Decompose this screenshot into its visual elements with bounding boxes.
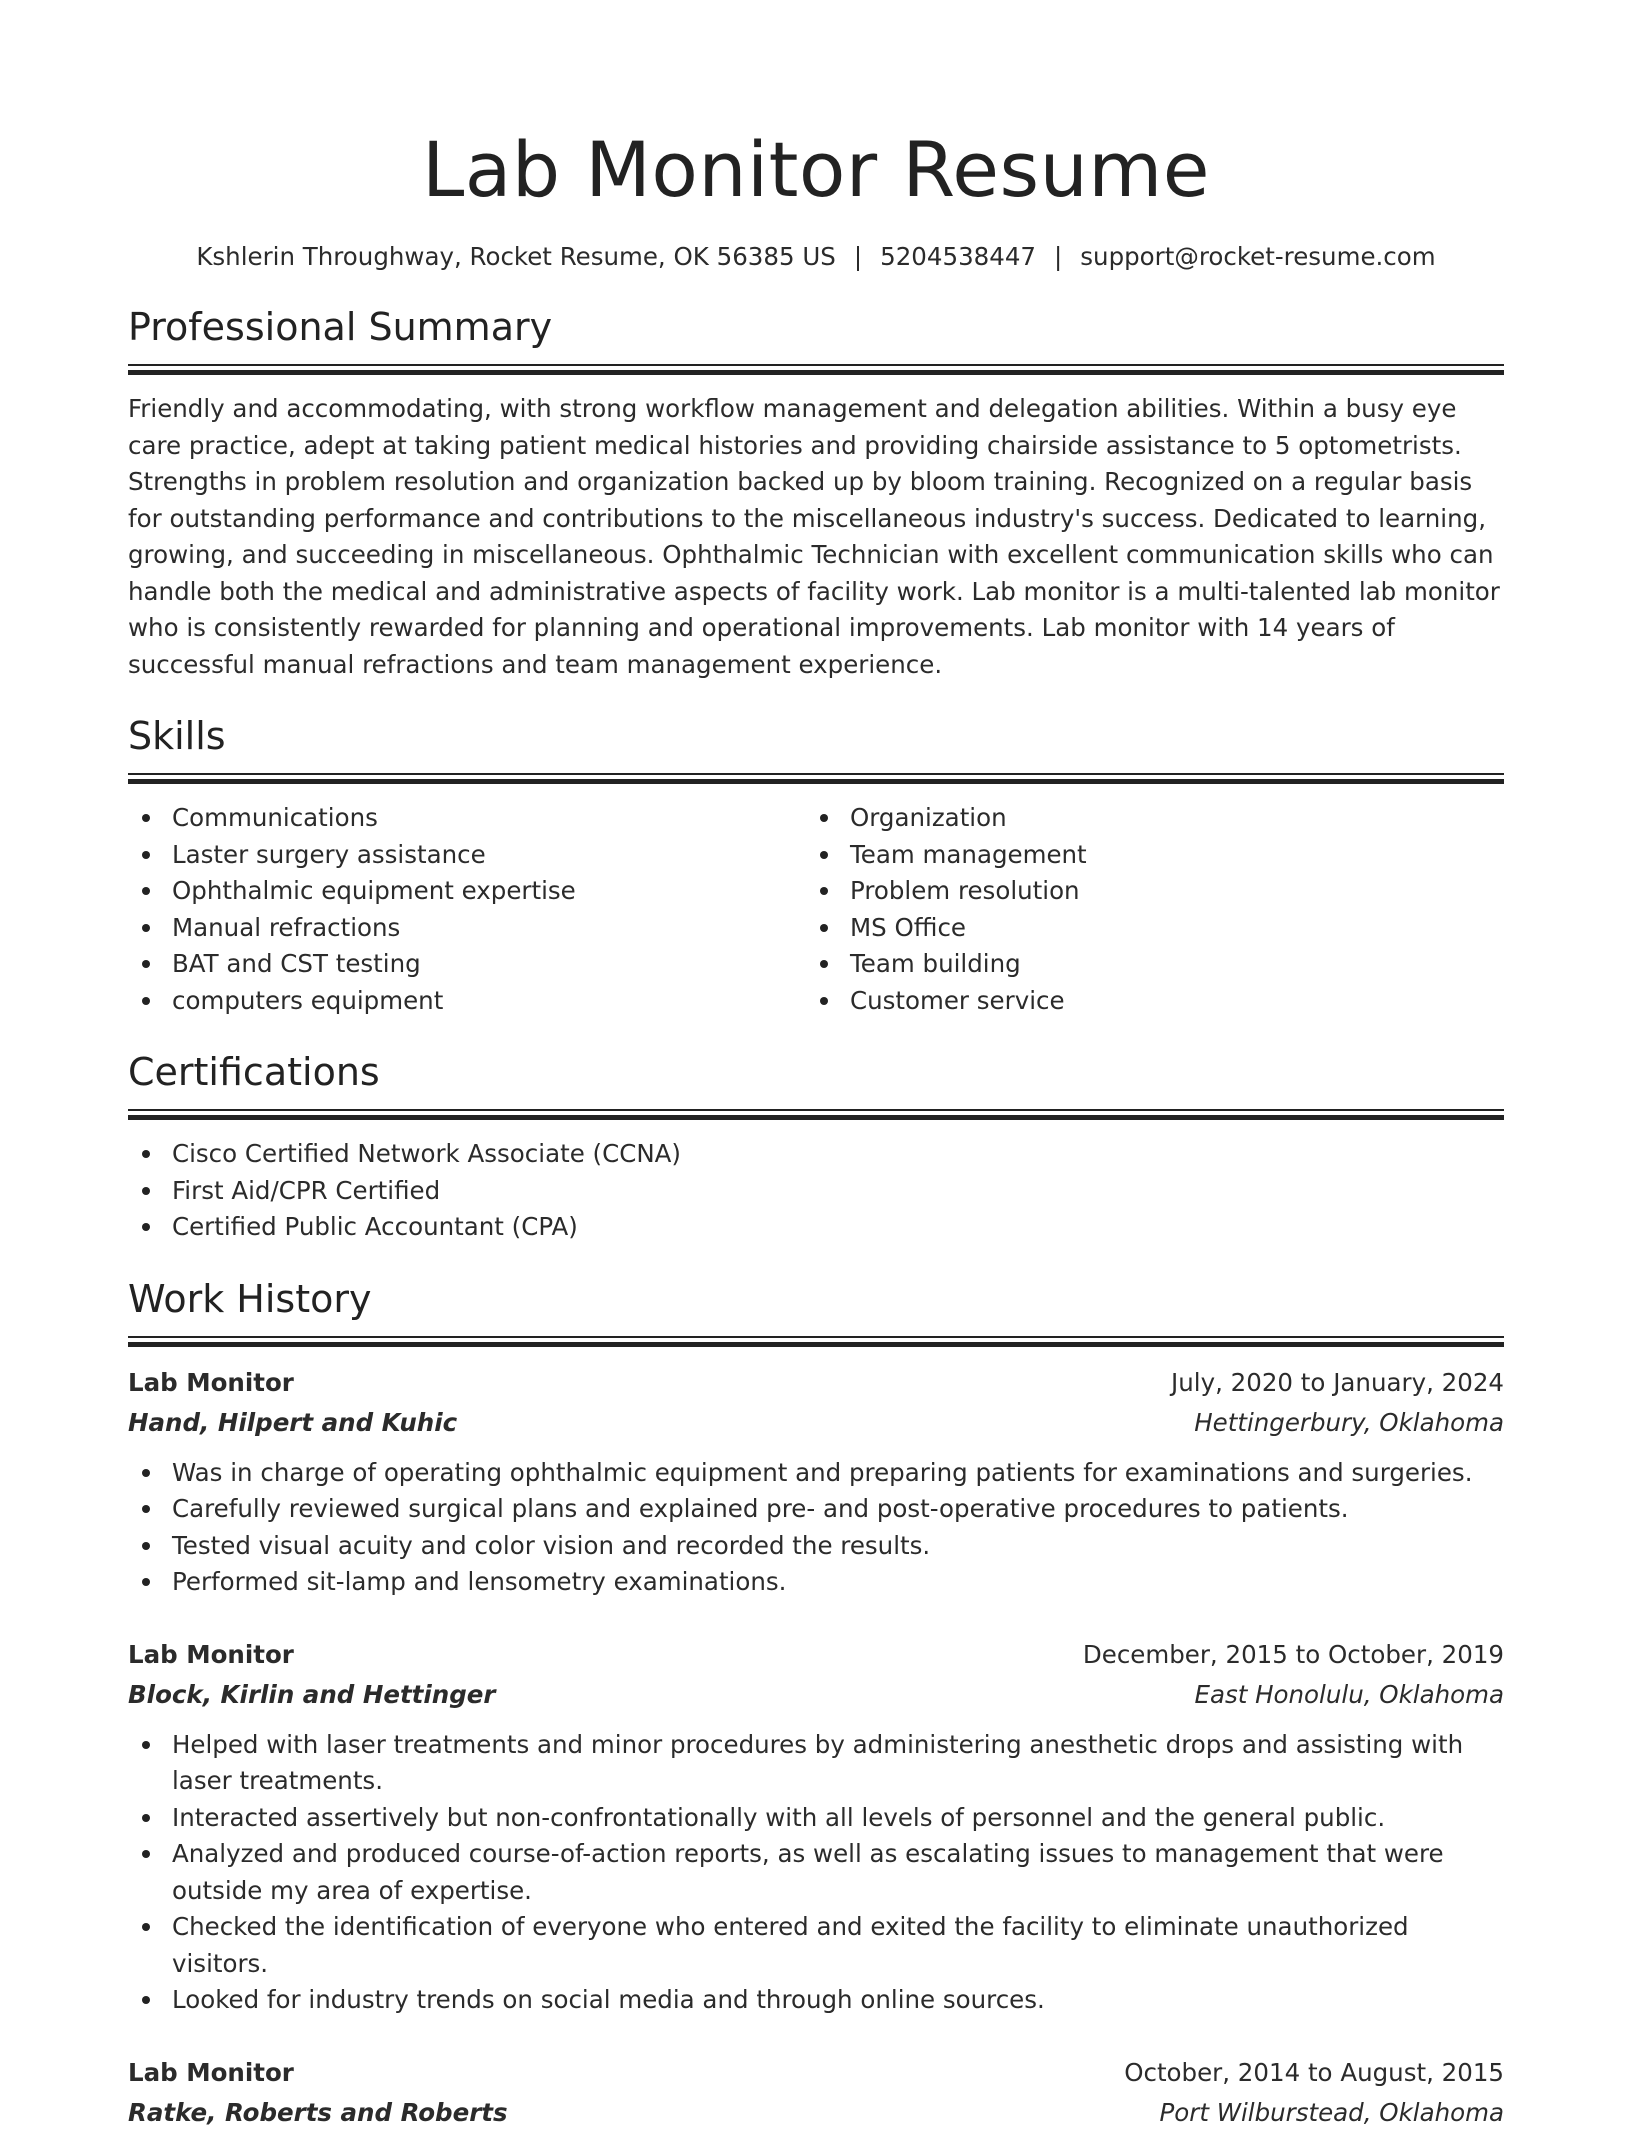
skill-item: Team management (806, 837, 1484, 874)
job-location: East Honolulu, Oklahoma (1194, 1679, 1504, 1709)
job-entry (128, 1635, 1504, 2019)
certifications-section (128, 1047, 1504, 1246)
job-bullet: Was in charge of operating ophthalmic equipment and preparing patients for examinations and surgeries. (128, 1455, 1504, 1492)
job-bullets (128, 1727, 1504, 2019)
section-heading: Professional Summary (128, 305, 553, 349)
skill-item: BAT and CST testing (128, 946, 806, 983)
resume-page (128, 0, 1504, 2133)
job-bullet: Checked the identification of everyone who entered and exited the facility to eliminate unauthorized visitors. (128, 1909, 1504, 1982)
contact-separator: | (1054, 242, 1063, 271)
contact-address: Kshlerin Throughway, Rocket Resume, OK 56385 US (196, 242, 836, 271)
skills-columns (128, 800, 1504, 1019)
job-bullet: Performed sit-lamp and lensometry examinations. (128, 1564, 1504, 1601)
certification-item: Certified Public Accountant (CPA) (128, 1209, 1504, 1246)
skill-item: Laster surgery assistance (128, 837, 806, 874)
job-bullet: Interacted assertively but non-confrontationally with all levels of personnel and the general public. (128, 1800, 1504, 1837)
skill-item: computers equipment (128, 983, 806, 1020)
skill-item: MS Office (806, 910, 1484, 947)
job-bullet: Analyzed and produced course-of-action reports, as well as escalating issues to management that were outside my area of expertise. (128, 1836, 1504, 1909)
skill-item: Customer service (806, 983, 1484, 1020)
skill-item: Team building (806, 946, 1484, 983)
job-entry (128, 2053, 1504, 2133)
job-location: Port Wilburstead, Oklahoma (1159, 2097, 1504, 2127)
job-title: Lab Monitor (128, 1639, 294, 1669)
skill-item: Problem resolution (806, 873, 1484, 910)
job-company: Hand, Hilpert and Kuhic (128, 1407, 458, 1437)
job-location: Hettingerbury, Oklahoma (1194, 1407, 1504, 1437)
resume-title: Lab Monitor Resume (421, 125, 1211, 214)
certification-item: First Aid/CPR Certified (128, 1173, 1504, 1210)
job-dates: July, 2020 to January, 2024 (1171, 1367, 1504, 1397)
section-divider (128, 1109, 1504, 1120)
contact-line (128, 240, 1504, 274)
section-divider (128, 1336, 1504, 1347)
job-title: Lab Monitor (128, 2057, 294, 2087)
job-company: Ratke, Roberts and Roberts (128, 2097, 508, 2127)
job-bullets (128, 1455, 1504, 1601)
work-history-section (128, 1274, 1504, 2133)
skill-item: Ophthalmic equipment expertise (128, 873, 806, 910)
contact-email: support@rocket-resume.com (1080, 242, 1436, 271)
job-bullet: Looked for industry trends on social media and through online sources. (128, 1982, 1504, 2019)
job-dates: October, 2014 to August, 2015 (1124, 2057, 1504, 2087)
section-heading: Skills (128, 714, 226, 758)
skill-item: Manual refractions (128, 910, 806, 947)
certification-item: Cisco Certified Network Associate (CCNA) (128, 1136, 1504, 1173)
contact-phone: 5204538447 (880, 242, 1037, 271)
job-company: Block, Kirlin and Hettinger (128, 1679, 496, 1709)
contact-separator: | (853, 242, 863, 271)
job-bullet: Tested visual acuity and color vision and recorded the results. (128, 1528, 1504, 1565)
section-divider (128, 364, 1504, 375)
job-entry (128, 1363, 1504, 1601)
job-bullet: Helped with laser treatments and minor procedures by administering anesthetic drops and assisting with laser treatments. (128, 1727, 1504, 1800)
summary-text: Friendly and accommodating, with strong workflow management and delegation abilities. Within a busy eye care practice, adept at taking patient medical histories and providing chairside assistance to 5 optometrists. Strengths in problem resolution and organization backed up by bloom training. Recognized on a regular basis for outstanding performance and contributions to the miscellaneous industry's success. Dedicated to learning, growing, and succeeding in miscellaneous. Ophthalmic Technician with excellent communication skills who can handle both the medical and administrative aspects of facility work. Lab monitor is a multi-talented lab monitor who is consistently rewarded for planning and operational improvements. Lab monitor with 14 years of successful manual refractions and team management experience. (128, 394, 1500, 679)
section-heading: Certifications (128, 1050, 380, 1094)
section-divider (128, 773, 1504, 784)
section-heading: Work History (128, 1276, 372, 1321)
job-dates: December, 2015 to October, 2019 (1082, 1639, 1504, 1669)
skills-list-right (806, 800, 1484, 1019)
job-title: Lab Monitor (128, 1367, 294, 1397)
job-bullet: Carefully reviewed surgical plans and explained pre- and post-operative procedures to patients. (128, 1491, 1504, 1528)
skill-item: Organization (806, 800, 1484, 837)
skill-item: Communications (128, 800, 806, 837)
skills-list-left (128, 800, 806, 1019)
certifications-list (128, 1136, 1504, 1246)
skills-section (128, 711, 1504, 1019)
summary-section (128, 302, 1504, 683)
